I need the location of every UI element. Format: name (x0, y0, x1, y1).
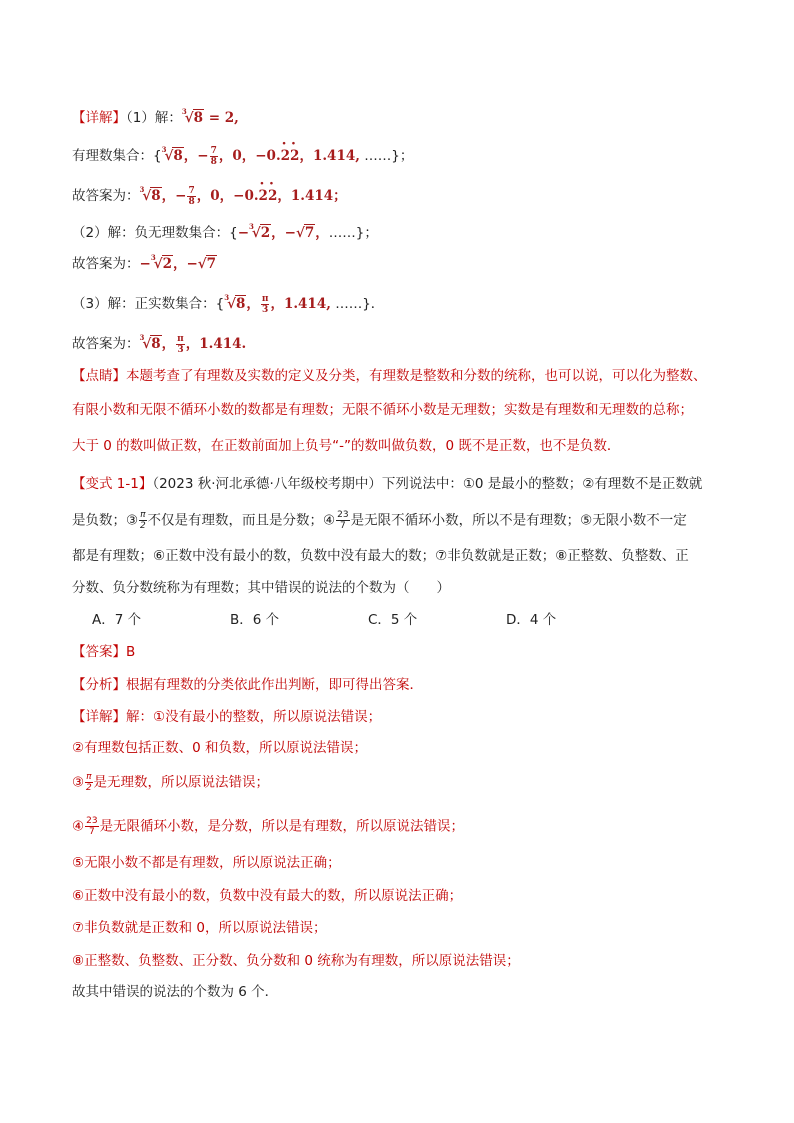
detail2-line-2: ②有理数包括正数、0 和负数，所以原说法错误； (72, 740, 367, 756)
variant-line-1: 【变式 1-1】（2023 秋·河北承德·八年级校考期中）下列说法中：①0 是最小的整数；②有理数不是正数就 (72, 476, 703, 492)
detail2-line-7: ⑦非负数就是正数和 0，所以原说法错误； (72, 920, 327, 936)
detail2-tag: 【详解】 (72, 709, 126, 725)
negative-irrational-values: −$^3$√2，−√7， (237, 222, 329, 241)
option-d: D．4 个 (506, 612, 557, 628)
rational-set-line: 有理数集合：{$^3$√8，− $\frac{7}{8}$ ，0，−0.· 2· 2，1.414, ……}； (72, 140, 413, 167)
detail2-line-6: ⑥正数中没有最小的数，负数中没有最大的数，所以原说法正确； (72, 888, 463, 904)
analysis-tag: 【分析】 (72, 677, 126, 693)
rational-set-label: 有理数集合：{ (72, 148, 162, 164)
detail-tag: 【详解】 (72, 110, 126, 126)
answer-1-values: $^3$√8，− $\frac{7}{8}$ ，0，−0.· 2· 2，1.414； (140, 188, 347, 204)
answer-line (72, 642, 135, 662)
detail2-line-5: ⑤无限小数不都是有理数，所以原说法正确； (72, 855, 341, 871)
analysis-line: 【分析】根据有理数的分类依此作出判断，即可得出答案． (72, 677, 423, 693)
detail-line-1 (72, 102, 239, 128)
answer-options (92, 610, 644, 630)
part2-line: （2）解：负无理数集合：{−$^3$√2，−√7，……}； (72, 222, 378, 241)
answer-line-2: 故答案为：−$^3$√2，−√7 (72, 253, 217, 272)
comment-line-1: 【点睛】本题考查了有理数及实数的定义及分类，有理数是整数和分数的统称，也可以说，可以化为整数、 (72, 368, 707, 384)
comment-line-3: 大于 0 的数叫做正数，在正数前面加上负号“-”的数叫做负数，0 既不是正数，也不是负数． (72, 438, 621, 454)
part3-line: （3）解：正实数集合：{$^3$√8， $\frac{\pi}{3}$ ，1.414, ……}． (72, 293, 385, 315)
answer-line-1: 故答案为：$^3$√8，− $\frac{7}{8}$ ，0，−0.· 2· 2，1.414； (72, 180, 347, 207)
variant-line-4: 分数、负分数统称为有理数；其中错误的说法的个数为（ ） (72, 580, 450, 596)
variant-tag: 【变式 1-1】 (72, 476, 153, 492)
conclusion-line: 故其中错误的说法的个数为 6 个． (72, 984, 279, 1000)
part1-intro: （1）解： (126, 110, 182, 126)
option-c: C．5 个 (368, 612, 418, 628)
detail2-line-4: ④ $\frac{23}{7}$ 是无限循环小数，是分数，所以是有理数，所以原说法错误； (72, 816, 465, 837)
answer-3-values: $^3$√8， $\frac{\pi}{3}$ ，1.414. (139, 333, 247, 355)
detail2-line-1: 【详解】解：①没有最小的整数，所以原说法错误； (72, 709, 382, 725)
answer-2-values: −$^3$√2，−√7 (139, 253, 217, 272)
option-a: A．7 个 (92, 612, 142, 628)
variant-line-3: 都是有理数；⑥正数中没有最小的数，负数中没有最大的数；⑦非负数就是正数；⑧正整数、负整数、正 (72, 548, 689, 564)
cube-root-eq: $^3$√8 = 2, (181, 107, 239, 126)
answer-line-3: 故答案为：$^3$√8， $\frac{\pi}{3}$ ，1.414. (72, 333, 247, 355)
positive-real-values: $^3$√8， $\frac{\pi}{3}$ ，1.414, (224, 293, 331, 315)
variant-line-2: 是负数；③ $\frac{\pi}{2}$ 不仅是有理数，而且是分数；④ $\frac{23}{7}$ 是无限不循环小数，所以不是有理数；⑤无限小数不一定 (72, 510, 687, 531)
answer-tag: 【答案】 (72, 644, 126, 660)
variant-source: （2023 秋·河北承德·八年级校考期中） (152, 476, 382, 492)
comment-line-2: 有限小数和无限不循环小数的数都是有理数；无限不循环小数是无理数；实数是有理数和无理数的总称； (72, 402, 693, 418)
detail2-line-8: ⑧正整数、负整数、正分数、负分数和 0 统称为有理数，所以原说法错误； (72, 953, 520, 969)
rational-set-values: $^3$√8，− $\frac{7}{8}$ ，0，−0.· 2· 2，1.414, (162, 148, 360, 164)
detail2-line-3: ③ $\frac{\pi}{2}$ 是无理数，所以原说法错误； (72, 772, 270, 793)
answer-value: B (126, 644, 136, 660)
comment-tag: 【点睛】 (72, 368, 126, 384)
option-b: B．6 个 (230, 612, 280, 628)
